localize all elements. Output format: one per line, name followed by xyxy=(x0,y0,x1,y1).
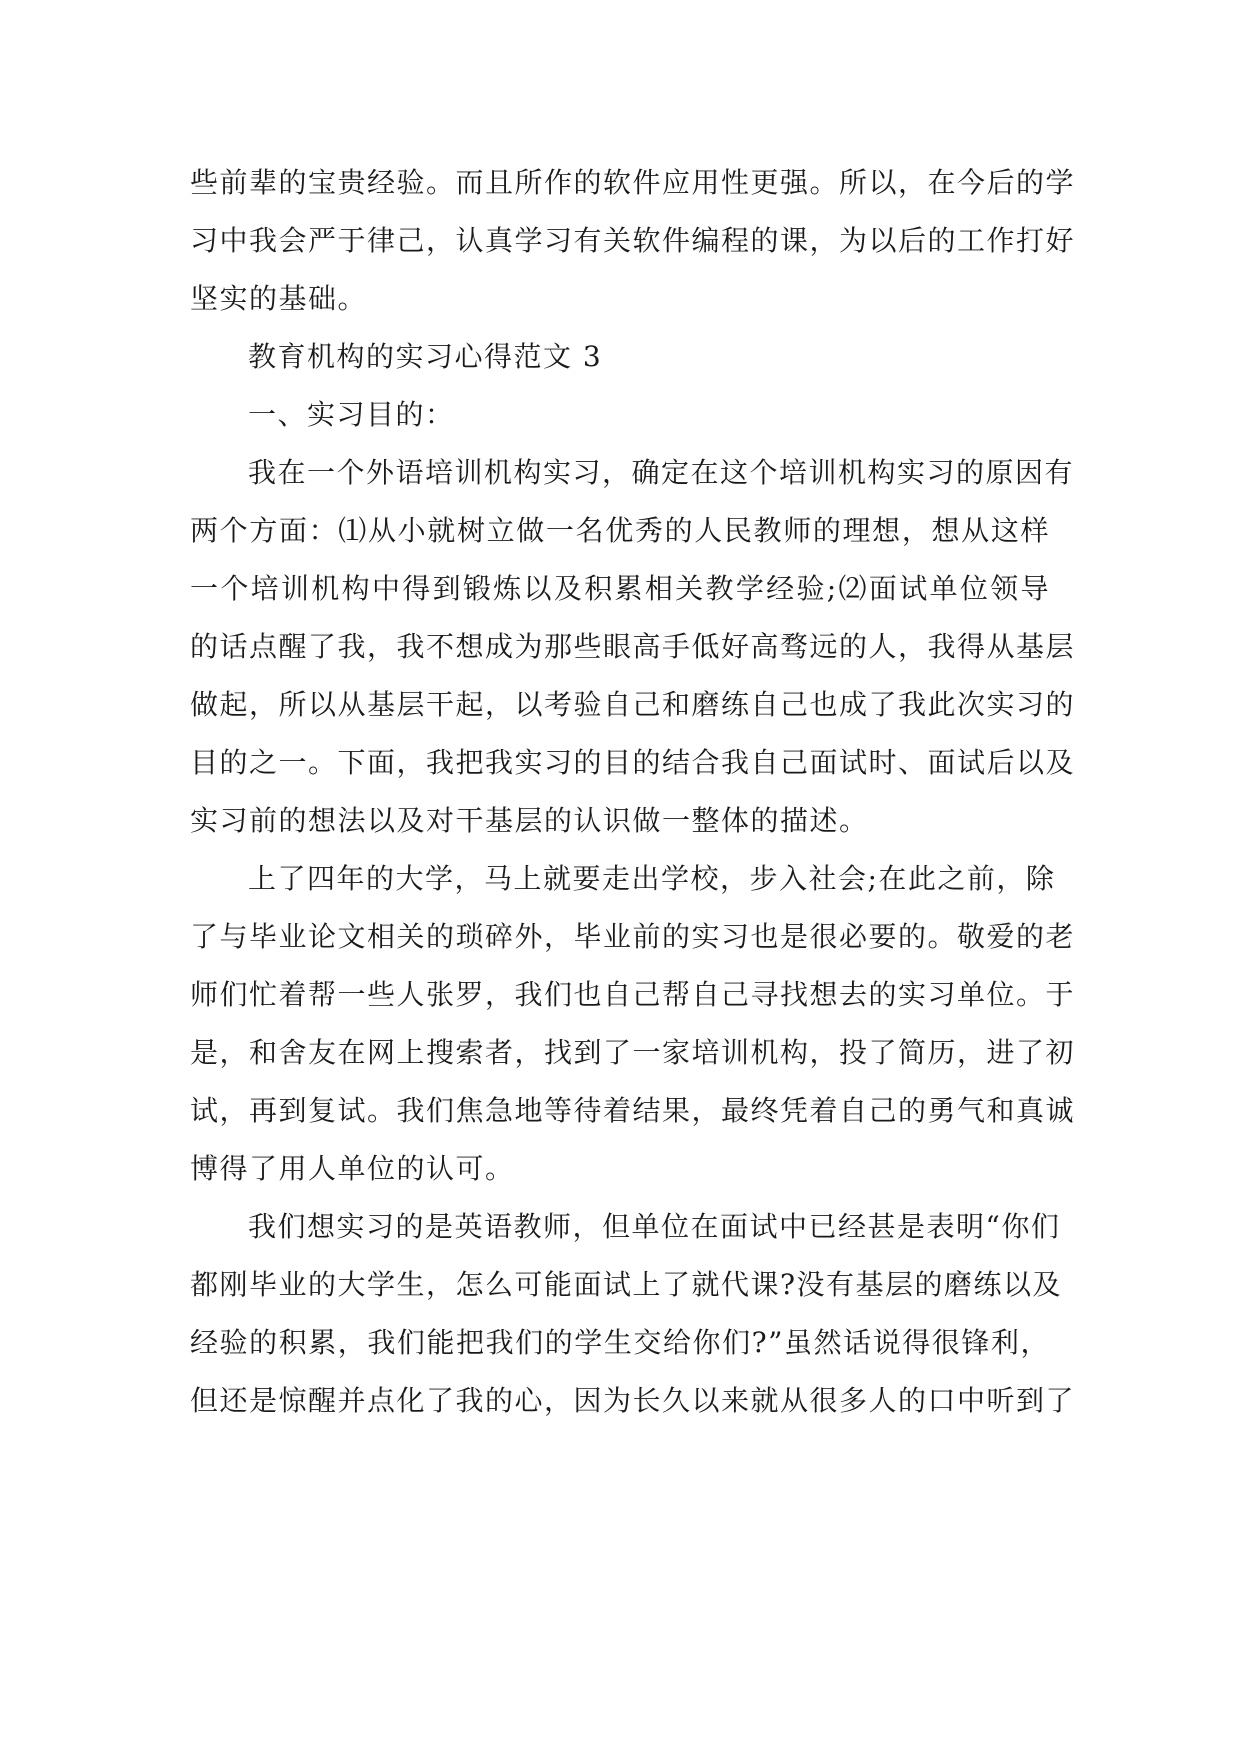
text-line: 一个培训机构中得到锻炼以及积累相关教学经验;⑵面试单位领导 xyxy=(190,572,1050,605)
subsection-heading: 一、实习目的： xyxy=(248,398,455,431)
section-title: 教育机构的实习心得范文 3 xyxy=(248,340,603,373)
text-line: 实习前的想法以及对干基层的认识做一整体的描述。 xyxy=(190,804,869,837)
text-line: 试，再到复试。我们焦急地等待着结果，最终凭着自己的勇气和真诚 xyxy=(190,1094,1076,1127)
document-body xyxy=(190,154,1076,1430)
text-line: 些前辈的宝贵经验。而且所作的软件应用性更强。所以，在今后的学 xyxy=(190,166,1076,199)
text-line: 两个方面：⑴从小就树立做一名优秀的人民教师的理想，想从这样 xyxy=(190,514,1050,547)
text-line: 上了四年的大学，马上就要走出学校，步入社会;在此之前，除 xyxy=(248,862,1056,895)
text-line: 是，和舍友在网上搜索者，找到了一家培训机构，投了简历，进了初 xyxy=(190,1036,1076,1069)
paragraph-university-background xyxy=(190,850,1076,1198)
text-line: 习中我会严于律己，认真学习有关软件编程的课，为以后的工作打好 xyxy=(190,224,1076,257)
text-line: 目的之一。下面，我把我实习的目的结合我自己面试时、面试后以及 xyxy=(190,746,1076,779)
paragraph-internship-reasons xyxy=(190,444,1076,850)
text-line: 的话点醒了我，我不想成为那些眼高手低好高骛远的人，我得从基层 xyxy=(190,630,1076,663)
text-line: 经验的积累，我们能把我们的学生交给你们?”虽然话说得很锋利， xyxy=(190,1326,1050,1359)
paragraph-interview-experience xyxy=(190,1198,1076,1430)
paragraph-continuation xyxy=(190,154,1076,328)
text-line: 我们想实习的是英语教师，但单位在面试中已经甚是表明“你们 xyxy=(248,1210,1061,1243)
text-line: 但还是惊醒并点化了我的心，因为长久以来就从很多人的口中听到了 xyxy=(190,1384,1076,1417)
text-line: 博得了用人单位的认可。 xyxy=(190,1152,515,1185)
text-line: 我在一个外语培训机构实习，确定在这个培训机构实习的原因有 xyxy=(248,456,1075,489)
text-line: 都刚毕业的大学生，怎么可能面试上了就代课?没有基层的磨练以及 xyxy=(190,1268,1063,1301)
text-line: 了与毕业论文相关的琐碎外，毕业前的实习也是很必要的。敬爱的老 xyxy=(190,920,1076,953)
text-line: 坚实的基础。 xyxy=(190,282,368,315)
text-line: 师们忙着帮一些人张罗，我们也自己帮自己寻找想去的实习单位。于 xyxy=(190,978,1076,1011)
text-line: 做起，所以从基层干起，以考验自己和磨练自己也成了我此次实习的 xyxy=(190,688,1076,721)
